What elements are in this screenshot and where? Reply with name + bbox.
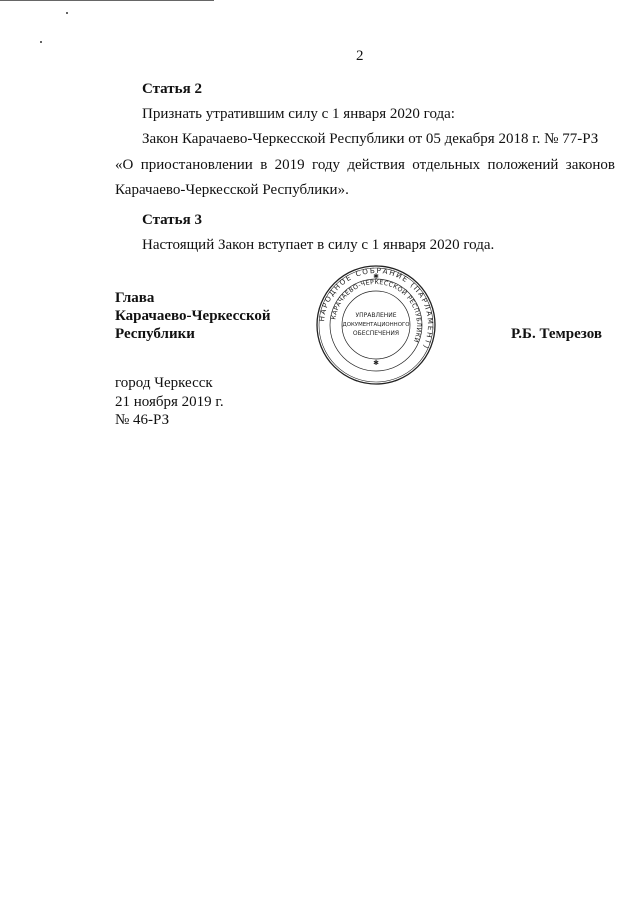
article-3-text: Настоящий Закон вступает в силу с 1 января 2020 года. <box>142 237 495 253</box>
article-3-heading: Статья 3 <box>142 212 202 228</box>
law-number: № 46-РЗ <box>115 412 170 428</box>
official-seal <box>314 264 438 386</box>
article-2-law-line-1: Закон Карачаево-Черкесской Республики от 05 декабря 2018 г. № 77-РЗ <box>142 131 599 147</box>
article-2-heading: Статья 2 <box>142 81 202 97</box>
scan-speck <box>40 41 42 43</box>
seal-center-line-3: ОБЕСПЕЧЕНИЯ <box>352 330 400 337</box>
top-edge-line <box>0 0 214 1</box>
scan-speck <box>66 12 68 14</box>
signatory-title-line-3: Республики <box>115 326 195 342</box>
signing-city: город Черкесск <box>115 375 213 391</box>
article-2-law-line-3: Карачаево-Черкесской Республики». <box>115 182 349 198</box>
article-2-law-line-2: «О приостановлении в 2019 году действия отдельных положений законов <box>115 157 615 173</box>
signatory-title-line-1: Глава <box>115 290 155 306</box>
seal-star-top-icon: ✱ <box>373 272 379 281</box>
signatory-title-line-2: Карачаево-Черкесской <box>115 308 271 324</box>
page-number: 2 <box>356 48 364 64</box>
seal-outer-text: НАРОДНОЕ СОБРАНИЕ (ПАРЛАМЕНТ) <box>317 265 436 352</box>
signing-date: 21 ноября 2019 г. <box>115 394 224 410</box>
seal-star-bottom-icon: ✱ <box>373 359 379 367</box>
article-2-intro: Признать утратившим силу с 1 января 2020 года: <box>142 106 455 122</box>
seal-inner-text: КАРАЧАЕВО-ЧЕРКЕССКОЙ РЕСПУБЛИКИ <box>330 278 423 344</box>
seal-center-line-2: ДОКУМЕНТАЦИОННОГО <box>342 322 410 328</box>
signatory-name: Р.Б. Темрезов <box>511 326 602 342</box>
seal-center-line-1: УПРАВЛЕНИЕ <box>355 312 397 319</box>
